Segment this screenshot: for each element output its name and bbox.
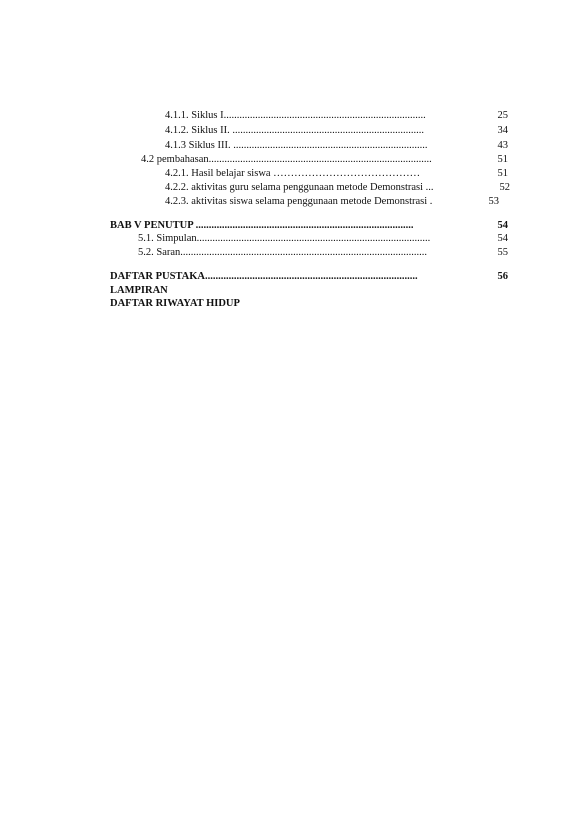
toc-entry-bab-v: [110, 219, 510, 233]
toc-entry-hasil-belajar: [165, 167, 510, 181]
toc-entry-siklus-1: [165, 109, 510, 123]
toc-entry-title: 4.1.3 Siklus III. ..........................................................................: [165, 140, 428, 151]
toc-entry-page: 54: [497, 220, 508, 231]
toc-entry-pembahasan: [141, 153, 510, 167]
toc-entry-aktivitas-guru: [165, 181, 510, 195]
toc-entry-riwayat-hidup: [110, 297, 410, 311]
toc-entry-page: 53: [488, 196, 499, 207]
toc-entry-saran: [138, 246, 510, 260]
toc-entry-page: 52: [499, 182, 510, 193]
toc-entry-title: 5.1. Simpulan.........................................................................................: [138, 233, 431, 244]
toc-entry-aktivitas-siswa: [165, 195, 510, 209]
toc-entry-title: 4.1.1. Siklus I.............................................................................: [165, 110, 426, 121]
toc-entry-lampiran: [110, 284, 410, 298]
toc-entry-title: DAFTAR RIWAYAT HIDUP: [110, 298, 240, 309]
toc-entry-title: 4.2.2. aktivitas guru selama penggunaan metode Demonstrasi ...: [165, 182, 434, 193]
toc-entry-siklus-3: [165, 139, 510, 153]
toc-entry-page: 51: [497, 168, 508, 179]
toc-entry-title: 4.2.1. Hasil belajar siswa ……………………………………: [165, 168, 421, 179]
toc-entry-daftar-pustaka: [110, 270, 510, 284]
toc-entry-title: 5.2. Saran..............................................................................................: [138, 247, 428, 258]
toc-entry-page: 25: [497, 110, 508, 121]
toc-entry-page: 34: [497, 125, 508, 136]
toc-entry-page: 43: [497, 140, 508, 151]
toc-entry-title: BAB V PENUTUP ...................................................................................: [110, 220, 414, 231]
toc-entry-title: LAMPIRAN: [110, 285, 168, 296]
toc-entry-page: 56: [497, 271, 508, 282]
toc-entry-title: 4.1.2. Siklus II. .........................................................................: [165, 125, 425, 136]
toc-entry-page: 54: [497, 233, 508, 244]
toc-entry-title: DAFTAR PUSTAKA.................................................................................: [110, 271, 418, 282]
toc-entry-page: 51: [497, 154, 508, 165]
toc-entry-title: 4.2.3. aktivitas siswa selama penggunaan metode Demonstrasi .: [165, 196, 433, 207]
toc-entry-siklus-2: [165, 124, 510, 138]
toc-entry-page: 55: [497, 247, 508, 258]
toc-entry-simpulan: [138, 232, 510, 246]
toc-entry-title: 4.2 pembahasan.....................................................................................: [141, 154, 432, 165]
